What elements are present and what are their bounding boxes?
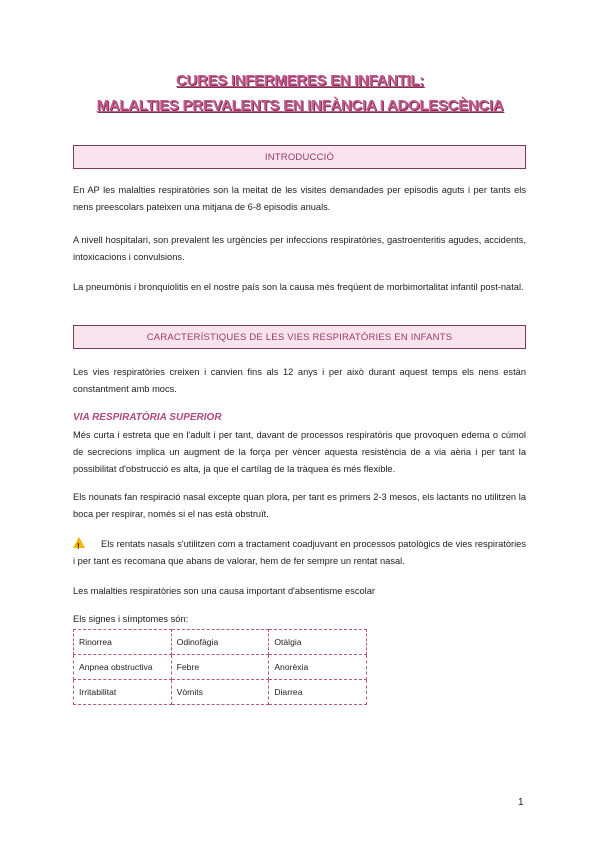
signs-label: Els signes i símptomes són:	[73, 614, 189, 624]
characteristics-paragraph-3: Els nounats fan respiració nasal excepte quan plora, per tant es primers 2-3 mesos, els lactants no utilitzen la boca per respirar, només si el nas està obstruït.	[73, 492, 526, 519]
characteristics-paragraph-2: Més curta i estreta que en l'adult i per tant, davant de processos respiratòris que provoquen edema o cúmol de secrecions implica un augment de la força per vèncer aquesta resistència de a via aèria i per tant la possibilitat d'obstrucció es alta, ja que el cartílag de la tràquea és més flexible.	[73, 430, 526, 474]
section-heading-introduccio	[73, 145, 526, 169]
table-cell: Otàlgia	[269, 630, 367, 655]
characteristics-paragraph-5: Les malalties respiratòries son una causa important d'absentisme escolar	[73, 586, 376, 596]
section-heading-caracteristiques	[73, 325, 526, 349]
table-row	[74, 630, 367, 655]
intro-paragraph-2: A nivell hospitalari, son prevalent les urgències per infeccions respiratòries, gastroenteritis agudes, accidents, intoxicacions i convulsions.	[73, 235, 526, 262]
intro-paragraph-1: En AP les malalties respiratòries son la meitat de les visites demandades per episodis aguts i per tants els nens preescolars pateixen una mitjana de 6-8 episodis anuals.	[73, 185, 526, 212]
table-row	[74, 680, 367, 705]
table-cell: Odinofàgia	[171, 630, 269, 655]
document-title-line1: CURES INFERMERES EN INFANTIL:	[176, 72, 424, 89]
table-cell: Rinorrea	[74, 630, 172, 655]
table-cell: Anpnea obstructiva	[74, 655, 172, 680]
signs-symptoms-table	[73, 629, 367, 705]
page-number: 1	[518, 797, 524, 808]
section-heading-label: INTRODUCCIÓ	[264, 151, 335, 163]
section-heading-label: CARACTERÍSTIQUES DE LES VIES RESPIRATÒRIES EN INFANTS	[146, 331, 453, 343]
subheading-via-respiratoria-superior: VIA RESPIRATÒRIA SUPERIOR	[73, 412, 222, 423]
intro-paragraph-3: La pneumònis i bronquiolitis en el nostre país son la causa més freqüent de morbimortalitat infantil post-natal.	[73, 282, 524, 292]
table-cell: Febre	[171, 655, 269, 680]
table-cell: Diarrea	[269, 680, 367, 705]
table-cell: Anorèxia	[269, 655, 367, 680]
table-cell: Irritabilitat	[74, 680, 172, 705]
characteristics-paragraph-1: Les vies respiratòries creixen i canvien fins als 12 anys i per això durant aquest temps els nens estàn constantment amb mocs.	[73, 367, 526, 394]
document-title-line2: MALALTIES PREVALENTS EN INFÀNCIA I ADOLESCÈNCIA	[96, 97, 504, 114]
warning-text: Els rentats nasals s'utilitzen com a tractament coadjuvant en processos patològics de vies respiratòries i per tant es recomana que abans de valorar, hem de fer sempre un rentat nasal.	[73, 539, 526, 566]
table-row	[74, 655, 367, 680]
warning-paragraph	[73, 536, 526, 570]
warning-triangle-icon	[73, 537, 85, 548]
table-cell: Vòmits	[171, 680, 269, 705]
